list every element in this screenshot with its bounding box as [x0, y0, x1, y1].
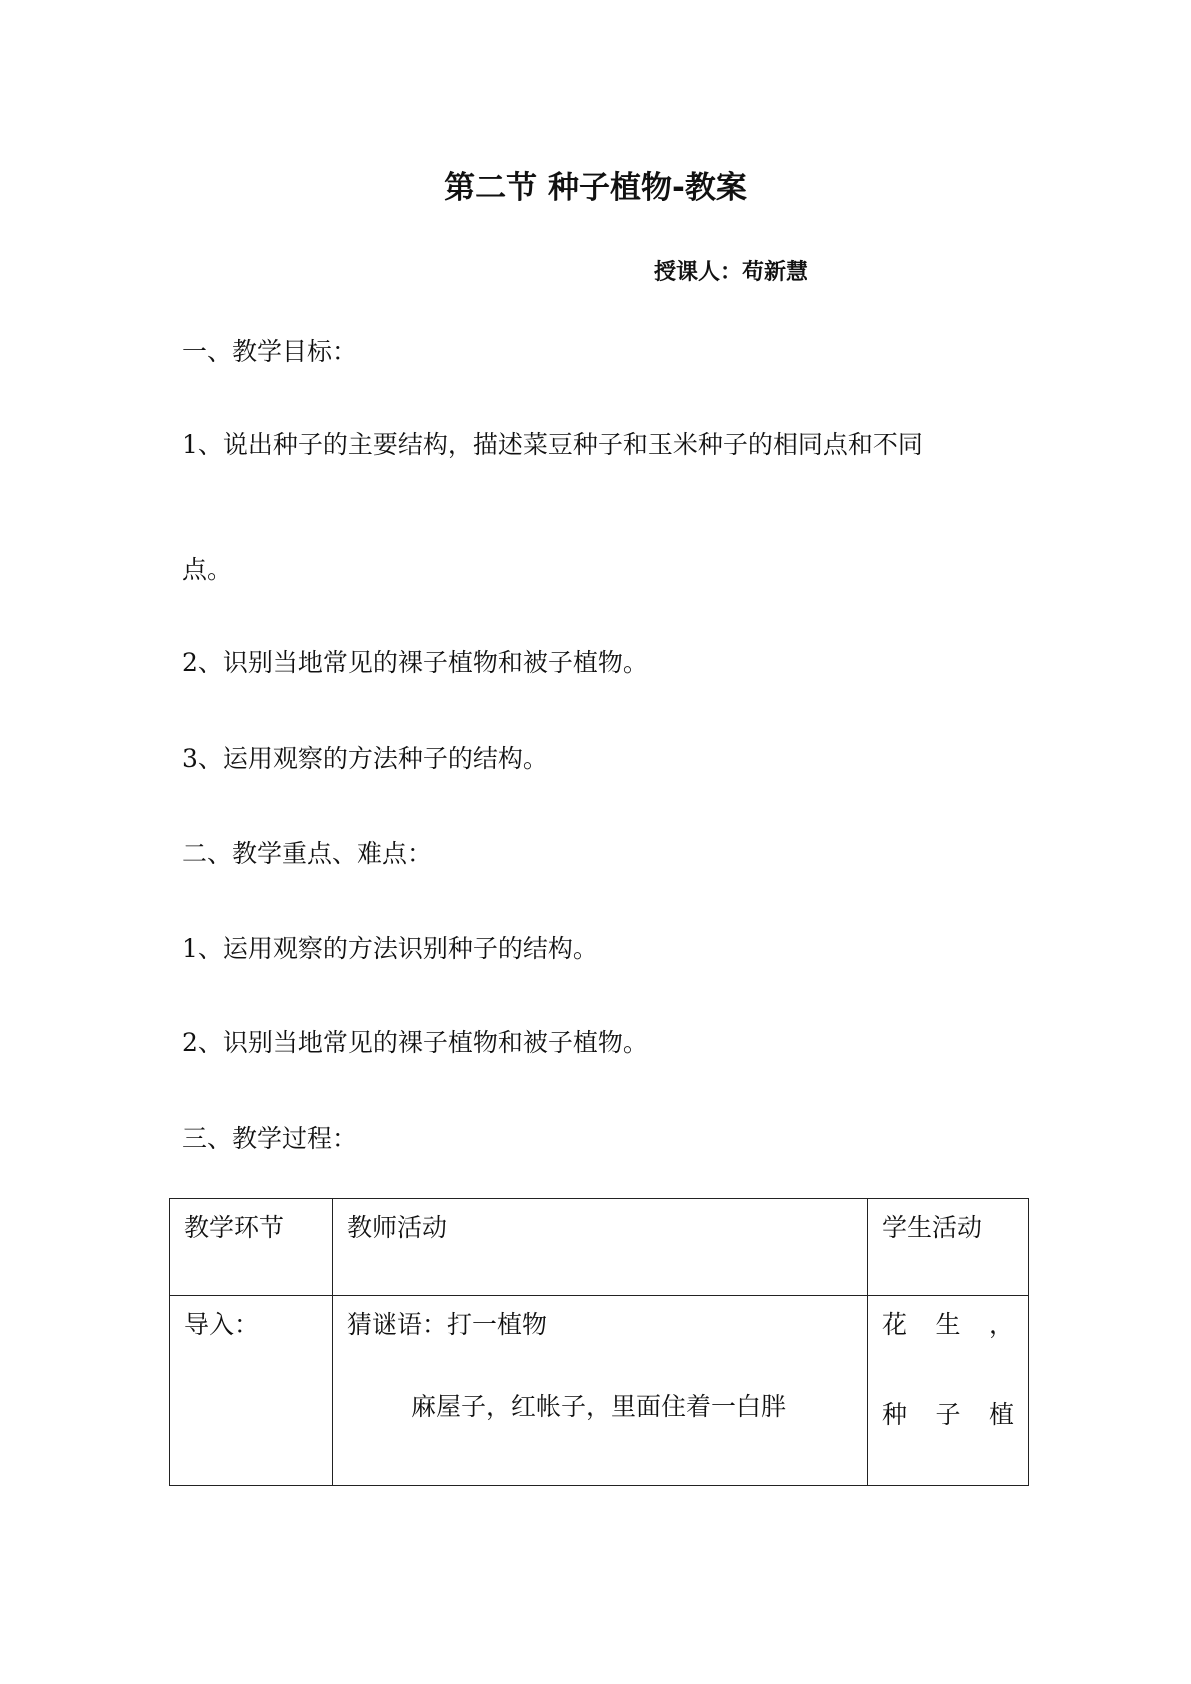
author-line: 授课人：苟新慧	[654, 260, 809, 285]
objective-item-2: 2、识别当地常见的裸子植物和被子植物。	[182, 648, 648, 677]
student-activity-line-1	[868, 1296, 1028, 1342]
key-point-item-2: 2、识别当地常见的裸子植物和被子植物。	[182, 1028, 648, 1057]
teacher-activity-cell	[333, 1296, 868, 1486]
section-heading-objectives: 一、教学目标：	[182, 337, 358, 366]
header-cell-student	[868, 1199, 1029, 1296]
student-char: ，	[988, 1310, 1014, 1339]
header-cell-teacher	[333, 1199, 868, 1296]
teacher-activity-line-1: 猜谜语：打一植物	[347, 1310, 548, 1339]
teacher-activity-line-2: 麻屋子，红帐子，里面住着一白胖	[411, 1392, 787, 1421]
table-header-row	[170, 1199, 1029, 1296]
student-char: 花	[882, 1310, 908, 1339]
objective-item-1: 1、说出种子的主要结构，描述菜豆种子和玉米种子的相同点和不同	[182, 430, 923, 459]
document-title: 第二节 种子植物-教案	[444, 170, 747, 206]
section-heading-process: 三、教学过程：	[182, 1124, 358, 1153]
table-row	[170, 1296, 1029, 1486]
stage-label: 导入：	[184, 1310, 260, 1339]
teaching-process-table	[169, 1198, 1029, 1486]
student-activity-cell	[868, 1296, 1029, 1486]
section-heading-key-points: 二、教学重点、难点：	[182, 839, 433, 868]
header-teacher-label: 教师活动	[347, 1213, 448, 1242]
stage-cell	[170, 1296, 333, 1486]
student-char: 子	[935, 1400, 961, 1429]
student-char: 种	[882, 1400, 908, 1429]
header-cell-stage	[170, 1199, 333, 1296]
student-char: 生	[935, 1310, 961, 1339]
objective-item-1-continued: 点。	[182, 555, 233, 584]
student-char: 植	[988, 1400, 1014, 1429]
student-activity-line-2	[868, 1342, 1028, 1432]
header-stage-label: 教学环节	[184, 1213, 285, 1242]
objective-item-3: 3、运用观察的方法种子的结构。	[182, 744, 548, 773]
key-point-item-1: 1、运用观察的方法识别种子的结构。	[182, 934, 598, 963]
header-student-label: 学生活动	[882, 1213, 983, 1242]
